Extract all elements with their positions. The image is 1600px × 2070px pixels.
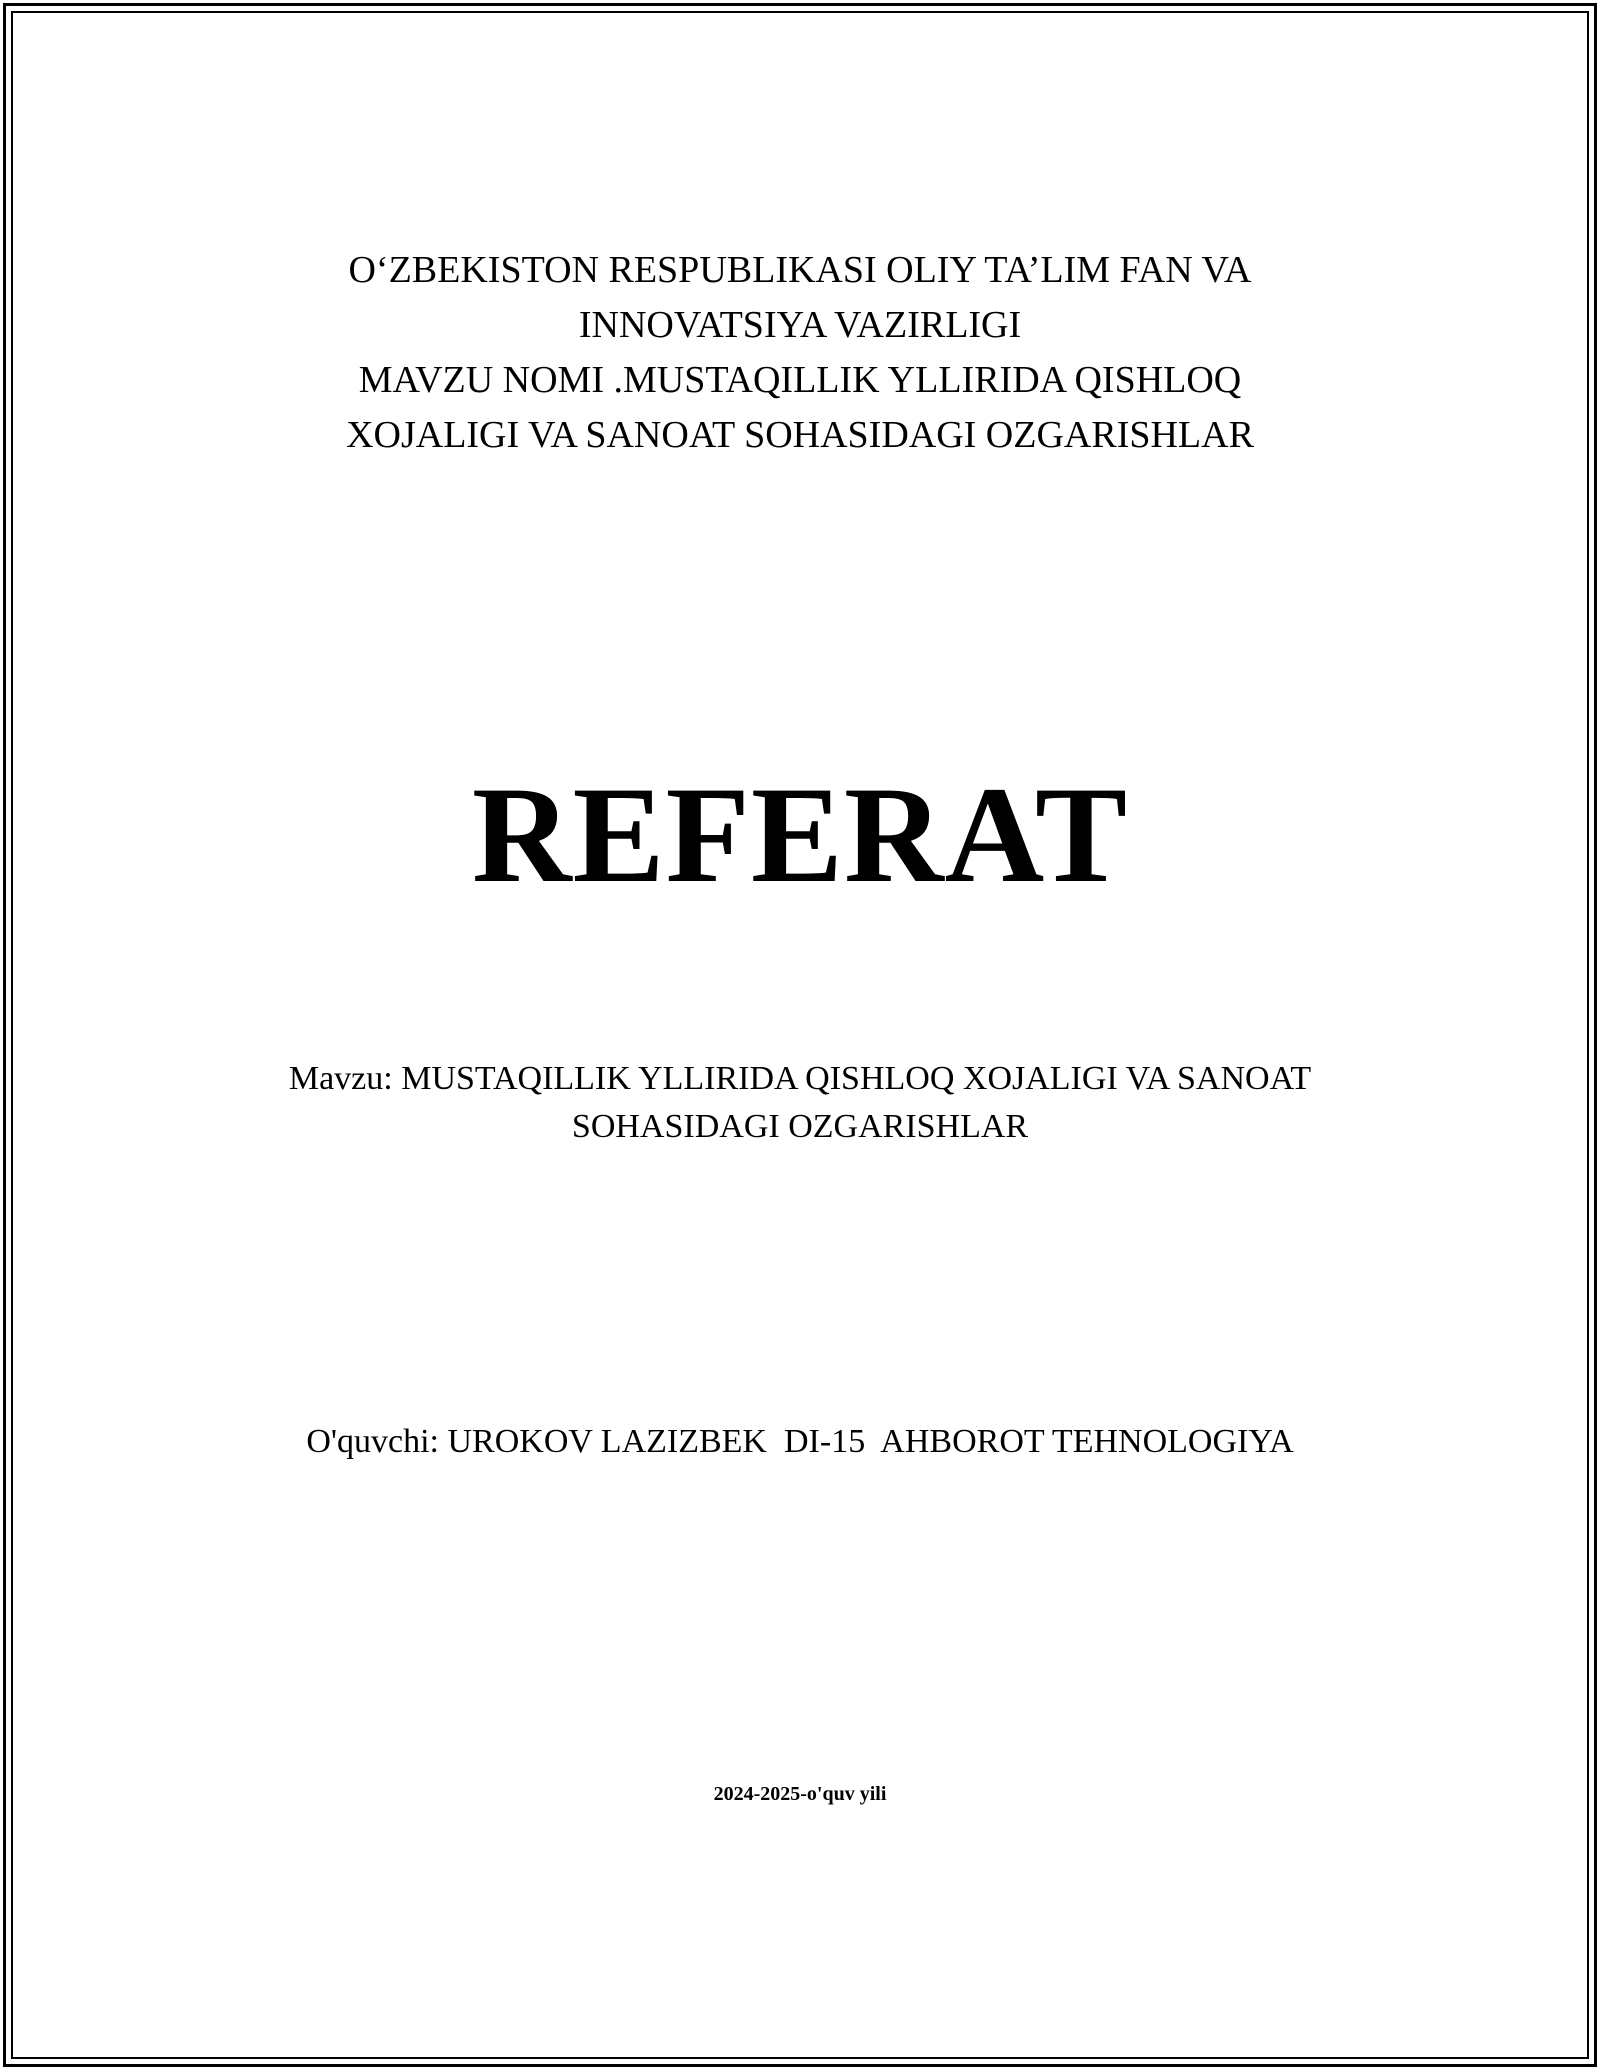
topic-line: SOHASIDAGI OZGARISHLAR bbox=[571, 1108, 1029, 1145]
topic-block bbox=[0, 1055, 1600, 1151]
header-line: MAVZU NOMI .MUSTAQILLIK YLLIRIDA QISHLOQ bbox=[358, 359, 1242, 401]
academic-year: 2024-2025-o'quv yili bbox=[713, 1783, 887, 1805]
header-line: O‘ZBEKISTON RESPUBLIKASI OLIY TA’LIM FAN VA bbox=[348, 249, 1252, 291]
ministry-header bbox=[0, 243, 1600, 463]
document-title: REFERAT bbox=[471, 758, 1129, 911]
header-line: INNOVATSIYA VAZIRLIGI bbox=[578, 304, 1022, 346]
header-line: XOJALIGI VA SANOAT SOHASIDAGI OZGARISHLAR bbox=[346, 414, 1254, 456]
topic-line: Mavzu: MUSTAQILLIK YLLIRIDA QISHLOQ XOJALIGI VA SANOAT bbox=[288, 1060, 1312, 1097]
student-info: O'quvchi: UROKOV LAZIZBEK DI-15 AHBOROT TEHNOLOGIYA bbox=[306, 1423, 1294, 1460]
